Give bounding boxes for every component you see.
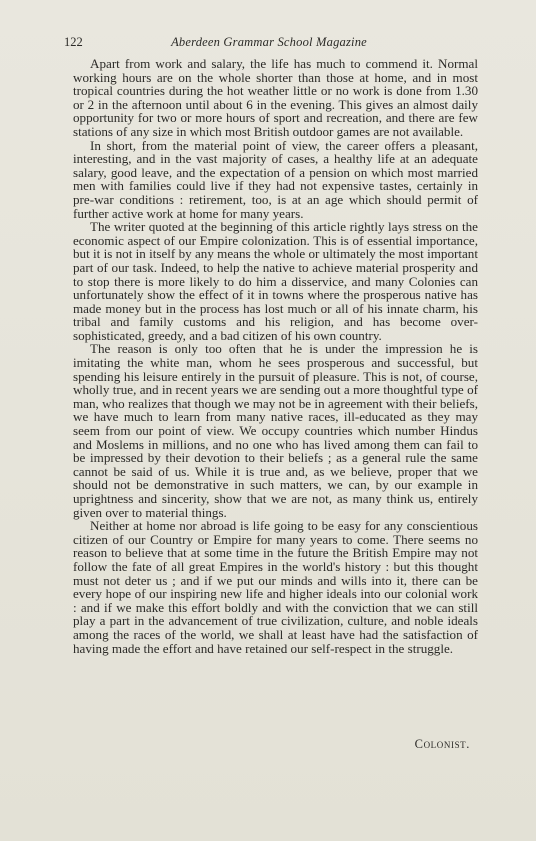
paragraph-career-summary: In short, from the material point of view, the career offers a pleasant, interesting, and in the vast majority of cases, a healthy life at an adequate salary, good leave, and the expectation of a pension on which most married men with families could live if they had not expensive tastes, certainly in pre-war conditions : retirement, too, is at an age which should permit of further active work at home for many years. [73, 137, 478, 221]
paragraph-conclusion: Neither at home nor abroad is life going to be easy for any conscientious citizen of our Country or Empire for many years to come. There seems no reason to believe that at some time in the future the British Empire may not follow the fate of all great Empires in the world's history : but this thought must not deter us ; and if we put our minds and wills into it, there can be every hope of our inspiring new life and higher ideals into our colonial work : and if we make this effort boldly and with the conviction that we can still play a part in the advancement of true civilization, culture, and noble ideals among the races of the world, we shall at least have had the satisfaction of having made the effort and have retained our self-respect in the struggle. [73, 518, 478, 656]
paragraph-economic-aspect: The writer quoted at the beginning of this article rightly lays stress on the economic aspect of our Empire colonization. This is of essential importance, but it is not in itself by any means the whole or ultimately the most important part of our task. Indeed, to help the native to achieve material prosperity and to stop there is more likely to do him a disservice, and many Colonies can unfortunately show the effect of it in towns where the prosperous native has made money but in the process has lost much or all of his innate charm, his tribal and family customs and his religion, and has become over-sophisticated, greedy, and a bad citizen of his own country. [73, 219, 478, 343]
author-signature: Colonist. [414, 737, 470, 751]
running-head [64, 34, 474, 50]
paragraph-imitation-reason: The reason is only too often that he is under the impression he is imitating the white man, whom he sees prosperous and successful, but spending his leisure entirely in the pursuit of pleasure. This is not, of course, wholly true, and in recent years we are sending out a more thoughtful type of man, who realizes that though we may not be in agreement with their beliefs, we have much to learn from many native races, ill-educated as they may seem from our point of view. We occupy countries which number Hindus and Moslems in millions, and no one who has lived among them can fail to be impressed by their devotion to their beliefs ; as a general rule the same cannot be said of us. While it is true and, as we believe, proper that we should not be demonstrative in such matters, we can, by our example in uprightness and sincerity, show that we are not, as many think us, entirely given over to material things. [73, 341, 478, 520]
article-body [73, 57, 478, 655]
journal-title: Aberdeen Grammar School Magazine [171, 35, 367, 49]
page-number: 122 [64, 35, 83, 49]
paragraph-work-and-leisure: Apart from work and salary, the life has much to commend it. Normal working hours are on the whole shorter than those at home, and in most tropical countries during the hot weather little or no work is done from 1.30 or 2 in the afternoon until about 6 in the evening. This gives an almost daily opportunity for two or more hours of sport and recreation, and there are few stations of any size in which most British outdoor games are not available. [73, 56, 478, 139]
